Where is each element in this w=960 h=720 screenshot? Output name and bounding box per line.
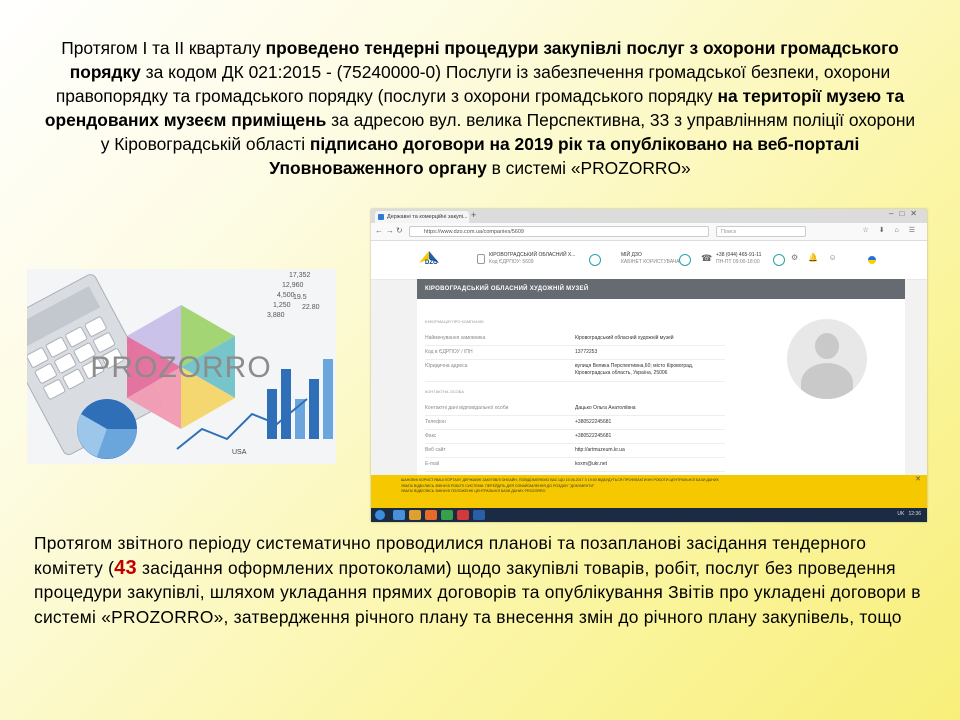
section-company-title: ІНФОРМАЦІЯ ПРО КОМПАНІЮ (425, 319, 484, 324)
browser-tab-bar (371, 209, 927, 223)
building-icon (477, 254, 485, 264)
folder-icon[interactable] (409, 510, 421, 520)
org-dropdown-icon[interactable] (589, 254, 601, 266)
browser-tab[interactable] (375, 211, 469, 223)
notice-line: УВАГА! ВІДБУЛИСЬ ЗМІНИ В ПОЛОЖЕННІ ЦЕНТРАЛЬНОЇ БАЗИ ДАНИХ PROZORRO (401, 489, 546, 493)
top-text-bold: проведено тендерні процедури закупівлі послуг з охорони громадського порядку (69, 38, 899, 82)
header-organization[interactable] (489, 252, 575, 266)
top-text-bold: підписано договори на 2019 рік та опубліковано на веб-порталі Уповноваженного органу (269, 134, 860, 178)
top-text-part: за кодом ДК 021:2015 - (75240000-0) Послуги із забезпечення громадської безпеки, охорони правопорядку та громадського порядку (послуги з охорони громадського порядку (55, 62, 891, 106)
site-header (371, 241, 927, 280)
info-row (425, 431, 725, 444)
svg-text:17,352: 17,352 (289, 272, 311, 279)
phone-icon: ☎ (701, 253, 713, 263)
forward-icon[interactable]: → (386, 226, 394, 235)
header-my-sub: КАБІНЕТ КОРИСТУВАЧА (621, 259, 680, 265)
phone-dropdown-icon[interactable] (773, 254, 785, 266)
url-text: https://www.dzo.com.ua/companies/5609 (424, 229, 524, 235)
info-row (425, 361, 725, 382)
notice-line: УВАГА! ВІДБУЛИСЬ ЗМІНИ В РОБОТІ СИСТЕМИ. ПЕРЕЙДІТЬ ДЛЯ ОЗНАЙОМЛЕННЯ ДО РОЗДІЛУ "ДОКУМЕНТИ" (401, 483, 595, 488)
url-field[interactable] (409, 226, 709, 237)
bottom-text-part: засідання оформлених протоколами) щодо закупівлі товарів, робіт, послуг без проведення процедури закупівлі, шляхом укладання прямих договорів та опублікування Звітів про укладені договори в системі «PROZORRO», затвердження річного плану та внесення змін до річного плану закупівель, тощо (34, 557, 921, 627)
prozorro-brand-text: PROZORRO (90, 351, 272, 384)
svg-text:1,250: 1,250 (273, 302, 291, 309)
prozorro-illustration (27, 269, 336, 464)
header-org-name: КІРОВОГРАДСЬКИЙ ОБЛАСНИЙ Х... (489, 252, 576, 258)
new-tab-icon[interactable]: + (471, 210, 477, 220)
system-tray[interactable] (897, 511, 921, 517)
search-placeholder: Поиск (721, 229, 737, 235)
row-label: E-mail (425, 461, 440, 467)
bottom-text-part: Протягом звітного періоду систематично проводилися планові та позапланові засідання тендерного комітету ( (34, 533, 867, 578)
row-label: Веб сайт (425, 447, 446, 453)
row-value: Кіровоградський обласний художній музей (575, 335, 674, 341)
info-row (425, 347, 725, 360)
top-text-part: в системі «PROZORRO» (486, 158, 691, 178)
header-org-code: Код ЄДРПОУ: 5609 (489, 259, 534, 265)
row-label: Найменування замовника (425, 335, 486, 341)
svg-text:22.80: 22.80 (302, 304, 320, 311)
window-controls[interactable]: –□✕ (889, 209, 923, 218)
prozorro-caption: USA (232, 449, 247, 456)
svg-text:12,960: 12,960 (282, 282, 304, 289)
info-row (425, 459, 725, 472)
section-contact-title: КОНТАКТНА ОСОБА (425, 389, 464, 394)
row-value: 13772253 (575, 349, 598, 355)
header-action-icons[interactable]: ⚙ 🔔 ☺ (791, 253, 841, 262)
info-row (425, 333, 725, 346)
row-label: Факс (425, 433, 437, 439)
row-value: +380522245681 (575, 419, 612, 425)
back-icon[interactable]: ← (375, 226, 383, 235)
browser-screenshot (371, 209, 927, 522)
notice-line: ШАНОВНІ КОРИСТУВАЧІ ПОРТАЛУ ДЕРЖАВНІ ЗАКУПІВЛІ ОНЛАЙН, ПОВІДОМЛЯЄМО ВАС ЩО 15.06.2017 З 19:00 ВІДБУДУТЬСЯ ПРОФІЛАКТИЧНІ РОБОТИ ЦЕНТРАЛЬНОЇ БАЗИ ДАНИХ (401, 478, 719, 482)
row-label: Контактні дані відповідальної особи (425, 405, 509, 411)
row-label: Код в ЄДРПОУ / ІПН (425, 349, 473, 355)
explorer-icon[interactable] (393, 510, 405, 520)
reload-icon[interactable]: ↻ (396, 226, 403, 235)
row-value[interactable]: http://artmuzeum.kr.ua (575, 447, 625, 453)
meetings-count: 43 (114, 556, 137, 579)
top-text-part: за адресою вул. велика Перспективна, 33 з управлінням поліції охорони у Кіровоградській області (100, 110, 916, 154)
top-text-part: Протягом І та ІІ кварталу (61, 38, 266, 58)
tray-clock: 12:36 (908, 511, 921, 517)
info-row (425, 417, 725, 430)
bottom-paragraph (34, 531, 926, 629)
close-icon[interactable]: ✕ (915, 476, 921, 483)
start-button-icon[interactable] (375, 510, 385, 520)
notice-banner (371, 475, 927, 508)
app-icon[interactable] (457, 510, 469, 520)
row-value: +380522245681 (575, 433, 612, 439)
cabinet-dropdown-icon[interactable] (679, 254, 691, 266)
logo-text: DZO (425, 260, 438, 266)
header-my-dzo[interactable] (621, 252, 679, 266)
ukraine-flag-icon[interactable] (868, 256, 876, 264)
avatar-placeholder-icon (787, 319, 867, 399)
row-label: Юридична адреса (425, 363, 468, 369)
header-my-title: МІЙ ДЗО (621, 252, 642, 258)
prozorro-image (27, 269, 336, 464)
top-paragraph (40, 36, 920, 180)
row-label: Телефон (425, 419, 446, 425)
tray-language: UK (897, 511, 905, 517)
row-value: вулиця Велика Перспективна,60; місто Кіровоград, Кіровоградська область, Україна, 25006 (575, 363, 694, 376)
row-value[interactable]: koxm@ukr.net (575, 461, 608, 467)
address-bar-row (371, 223, 927, 241)
app-icon[interactable] (441, 510, 453, 520)
phone-hours: ПН-ПТ 09:00-18:00 (716, 259, 760, 265)
svg-text:4,500: 4,500 (277, 292, 295, 299)
windows-taskbar (371, 508, 927, 522)
word-icon[interactable] (473, 510, 485, 520)
info-row (425, 403, 725, 416)
toolbar-icons[interactable]: ☆ ⬇ ⌂ ☰ (862, 227, 919, 234)
company-banner: КІРОВОГРАДСЬКИЙ ОБЛАСНИЙ ХУДОЖНІЙ МУЗЕЙ (417, 279, 905, 299)
firefox-icon[interactable] (425, 510, 437, 520)
company-card (417, 279, 905, 479)
favicon-icon (378, 214, 384, 220)
top-text-bold: на території музею та орендованих музеєм приміщень (44, 86, 905, 130)
svg-text:19.5: 19.5 (293, 294, 307, 301)
info-row (425, 445, 725, 458)
browser-search-field[interactable] (716, 226, 806, 237)
tab-title: Державні та комерційні закупі... (387, 214, 468, 220)
svg-text:3,880: 3,880 (267, 312, 285, 319)
phone-number: +38 (044) 465-91-11 (716, 252, 762, 258)
header-phone[interactable] (716, 252, 761, 266)
row-value: Дацько Ольга Анатоліївна (575, 405, 636, 411)
